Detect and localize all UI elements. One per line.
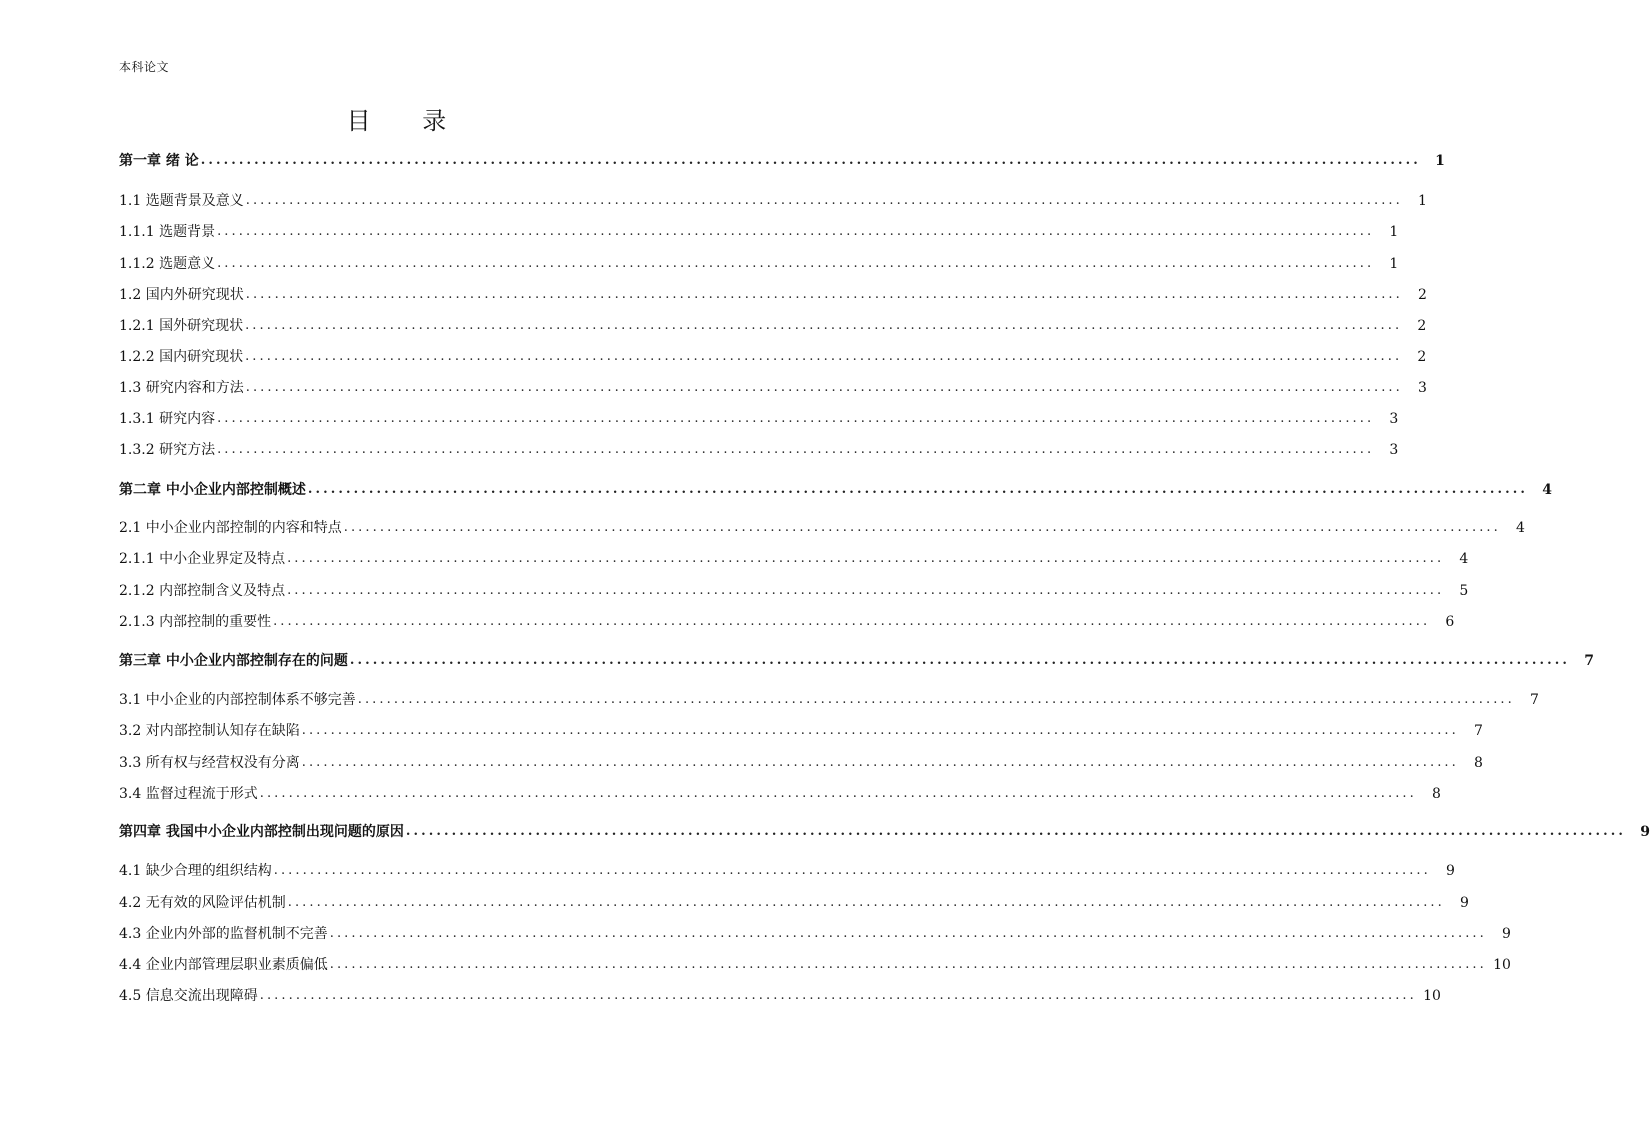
toc-dot-leader: ................................................................................................................................................................ bbox=[357, 692, 1515, 707]
toc-section-entry[interactable] bbox=[119, 784, 1441, 804]
toc-title: 目 录 bbox=[346, 107, 469, 135]
toc-entry-page: 1 bbox=[1389, 256, 1399, 272]
toc-chapter-entry[interactable] bbox=[119, 151, 1445, 171]
toc-section-entry[interactable] bbox=[119, 254, 1399, 274]
toc-dot-leader: ................................................................................................................................................................ bbox=[273, 863, 1431, 878]
toc-dot-leader: ................................................................................................................................................................ bbox=[287, 895, 1445, 910]
toc-section-entry[interactable] bbox=[119, 893, 1469, 913]
toc-entry-label: 3.2 对内部控制认知存在缺陷 bbox=[119, 723, 300, 739]
toc-chapter-entry[interactable] bbox=[119, 480, 1553, 500]
toc-dot-leader: ................................................................................................................................................................ bbox=[287, 551, 1445, 566]
toc-dot-leader: ................................................................................................................................................................ bbox=[259, 988, 1417, 1003]
toc-entry-label: 第四章 我国中小企业内部控制出现问题的原因 bbox=[119, 824, 404, 840]
page-header: 本科论文 bbox=[119, 60, 170, 74]
toc-section-entry[interactable] bbox=[119, 518, 1525, 538]
toc-entry-label: 2.1 中小企业内部控制的内容和特点 bbox=[119, 520, 342, 536]
toc-entry-page: 2 bbox=[1417, 349, 1427, 365]
toc-entry-label: 4.5 信息交流出现障碍 bbox=[119, 988, 258, 1004]
toc-entry-page: 10 bbox=[1423, 988, 1441, 1004]
toc-entry-label: 2.1.2 内部控制含义及特点 bbox=[119, 583, 286, 599]
toc-entry-label: 4.3 企业内外部的监督机制不完善 bbox=[119, 926, 328, 942]
toc-entry-page: 6 bbox=[1445, 614, 1455, 630]
toc-section-entry[interactable] bbox=[119, 316, 1427, 336]
toc-dot-leader: ................................................................................................................................................................ bbox=[245, 287, 1403, 302]
toc-entry-label: 2.1.3 内部控制的重要性 bbox=[119, 614, 272, 630]
toc-section-entry[interactable] bbox=[119, 955, 1511, 975]
toc-entry-page: 1 bbox=[1417, 193, 1427, 209]
toc-section-entry[interactable] bbox=[119, 924, 1511, 944]
toc-entry-label: 第三章 中小企业内部控制存在的问题 bbox=[119, 653, 348, 669]
toc-entry-label: 1.1.2 选题意义 bbox=[119, 256, 216, 272]
toc-entry-page: 2 bbox=[1417, 318, 1427, 334]
toc-entry-page: 4 bbox=[1542, 482, 1553, 498]
toc-dot-leader: ................................................................................................................................................................ bbox=[301, 755, 1459, 770]
toc-entry-page: 10 bbox=[1493, 957, 1511, 973]
toc-section-entry[interactable] bbox=[119, 581, 1469, 601]
toc-dot-leader: ................................................................................................................................................................ bbox=[245, 193, 1403, 208]
toc-entry-label: 1.1 选题背景及意义 bbox=[119, 193, 244, 209]
toc-entry-page: 1 bbox=[1435, 153, 1445, 169]
toc-section-entry[interactable] bbox=[119, 721, 1483, 741]
toc-entry-page: 9 bbox=[1445, 863, 1455, 879]
toc-section-entry[interactable] bbox=[119, 612, 1455, 632]
toc-dot-leader: ................................................................................................................................................................ bbox=[307, 482, 1529, 497]
toc-entry-label: 3.4 监督过程流于形式 bbox=[119, 786, 258, 802]
toc-entry-label: 4.2 无有效的风险评估机制 bbox=[119, 895, 286, 911]
toc-entry-label: 1.2.1 国外研究现状 bbox=[119, 318, 244, 334]
toc-dot-leader: ................................................................................................................................................................ bbox=[405, 824, 1627, 839]
toc-entry-label: 1.2.2 国内研究现状 bbox=[119, 349, 244, 365]
toc-entry-page: 9 bbox=[1501, 926, 1511, 942]
toc-chapter-entry[interactable] bbox=[119, 822, 1650, 842]
toc-section-entry[interactable] bbox=[119, 347, 1427, 367]
toc-entry-page: 1 bbox=[1389, 224, 1399, 240]
toc-dot-leader: ................................................................................................................................................................ bbox=[349, 653, 1571, 668]
toc-entry-page: 3 bbox=[1389, 442, 1399, 458]
toc-section-entry[interactable] bbox=[119, 285, 1427, 305]
toc-entry-label: 1.1.1 选题背景 bbox=[119, 224, 216, 240]
toc-entry-page: 4 bbox=[1459, 551, 1469, 567]
toc-entry-label: 1.3.1 研究内容 bbox=[119, 411, 216, 427]
toc-section-entry[interactable] bbox=[119, 191, 1427, 211]
toc-section-entry[interactable] bbox=[119, 861, 1455, 881]
toc-entry-label: 1.3 研究内容和方法 bbox=[119, 380, 244, 396]
toc-entry-page: 9 bbox=[1640, 824, 1650, 840]
toc-entry-label: 1.3.2 研究方法 bbox=[119, 442, 216, 458]
toc-chapter-entry[interactable] bbox=[119, 651, 1595, 671]
toc-entry-page: 7 bbox=[1584, 653, 1595, 669]
toc-entry-label: 第二章 中小企业内部控制概述 bbox=[119, 482, 306, 498]
toc-dot-leader: ................................................................................................................................................................ bbox=[245, 380, 1403, 395]
toc-entry-label: 4.1 缺少合理的组织结构 bbox=[119, 863, 272, 879]
toc-dot-leader: ................................................................................................................................................................ bbox=[245, 349, 1403, 364]
toc-entry-page: 9 bbox=[1459, 895, 1469, 911]
toc-entry-label: 2.1.1 中小企业界定及特点 bbox=[119, 551, 286, 567]
toc-dot-leader: ................................................................................................................................................................ bbox=[259, 786, 1417, 801]
toc-dot-leader: ................................................................................................................................................................ bbox=[217, 411, 1375, 426]
toc-dot-leader: ................................................................................................................................................................ bbox=[329, 957, 1487, 972]
toc-entry-label: 3.3 所有权与经营权没有分离 bbox=[119, 755, 300, 771]
toc-entry-page: 4 bbox=[1515, 520, 1525, 536]
toc-entry-page: 5 bbox=[1459, 583, 1469, 599]
toc-entry-page: 3 bbox=[1417, 380, 1427, 396]
toc-dot-leader: ................................................................................................................................................................ bbox=[287, 583, 1445, 598]
toc-entry-label: 3.1 中小企业的内部控制体系不够完善 bbox=[119, 692, 356, 708]
toc-entry-label: 1.2 国内外研究现状 bbox=[119, 287, 244, 303]
toc-section-entry[interactable] bbox=[119, 222, 1399, 242]
toc-section-entry[interactable] bbox=[119, 440, 1399, 460]
toc-entry-page: 7 bbox=[1529, 692, 1539, 708]
toc-section-entry[interactable] bbox=[119, 378, 1427, 398]
toc-entry-page: 2 bbox=[1417, 287, 1427, 303]
toc-dot-leader: ................................................................................................................................................................ bbox=[217, 256, 1375, 271]
toc-entry-label: 4.4 企业内部管理层职业素质偏低 bbox=[119, 957, 328, 973]
toc-entry-page: 3 bbox=[1389, 411, 1399, 427]
toc-dot-leader: ................................................................................................................................................................ bbox=[200, 153, 1421, 168]
toc-dot-leader: ................................................................................................................................................................ bbox=[301, 723, 1459, 738]
toc-entry-page: 8 bbox=[1473, 755, 1483, 771]
toc-dot-leader: ................................................................................................................................................................ bbox=[217, 224, 1375, 239]
toc-section-entry[interactable] bbox=[119, 753, 1483, 773]
toc-entry-page: 8 bbox=[1431, 786, 1441, 802]
toc-dot-leader: ................................................................................................................................................................ bbox=[343, 520, 1501, 535]
toc-entry-label: 第一章 绪 论 bbox=[119, 153, 199, 169]
toc-section-entry[interactable] bbox=[119, 986, 1441, 1006]
toc-section-entry[interactable] bbox=[119, 409, 1399, 429]
toc-section-entry[interactable] bbox=[119, 690, 1539, 710]
toc-dot-leader: ................................................................................................................................................................ bbox=[217, 442, 1375, 457]
toc-dot-leader: ................................................................................................................................................................ bbox=[245, 318, 1403, 333]
toc-dot-leader: ................................................................................................................................................................ bbox=[329, 926, 1487, 941]
toc-section-entry[interactable] bbox=[119, 549, 1469, 569]
toc-entry-page: 7 bbox=[1473, 723, 1483, 739]
table-of-contents bbox=[119, 0, 1650, 1122]
toc-dot-leader: ................................................................................................................................................................ bbox=[273, 614, 1431, 629]
